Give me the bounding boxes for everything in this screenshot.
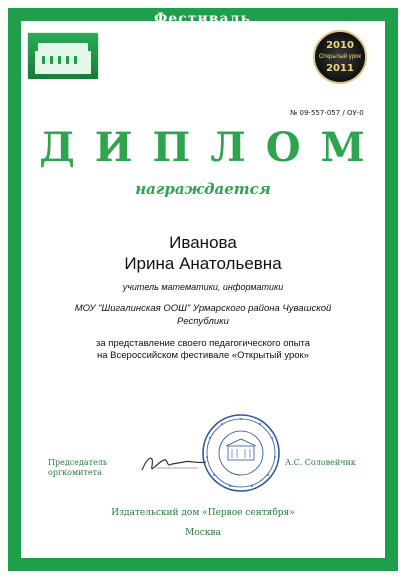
badge-year-top: 2010 [326,40,354,51]
festival-title-line3: «Открытый урок» [104,41,301,62]
reason-line2: на Всероссийском фестивале «Открытый урок» [97,350,309,361]
festival-title-line1: Фестиваль [154,11,251,27]
chairman-label [48,458,107,478]
signer-name: А.С. Соловейчик [285,458,356,467]
badge-middle-text: Открытый урок [319,54,361,60]
recipient-name-patronymic: Ирина Анатольевна [124,254,282,273]
city: Москва [185,528,221,538]
festival-title-line2: педагогических идей [115,26,290,43]
stamp-seal-icon [200,412,282,494]
festival-badge-icon [313,30,367,84]
school-line2: Республики [177,316,229,327]
awarded-subtitle: награждается [135,180,271,198]
diploma-title: ДИПЛОМ [39,124,385,171]
recipient-role: учитель математики, информатики [122,282,284,292]
reason-line1: за представление своего педагогического опыта [95,338,311,349]
chairman-label-line2: оргкомитета [48,468,102,477]
school-line1: МОУ "Шигалинская ООШ" Урмарского района Чувашской [74,303,332,314]
school-building-icon [27,32,99,80]
chairman-label-line1: Председатель [48,458,108,467]
recipient-surname: Иванова [169,233,237,252]
badge-year-bottom: 2011 [326,63,354,74]
document-number: № 09-557-057 / ОУ-0 [290,109,364,117]
publisher: Издательский дом «Первое сентября» [111,508,295,518]
festival-title [100,12,305,61]
